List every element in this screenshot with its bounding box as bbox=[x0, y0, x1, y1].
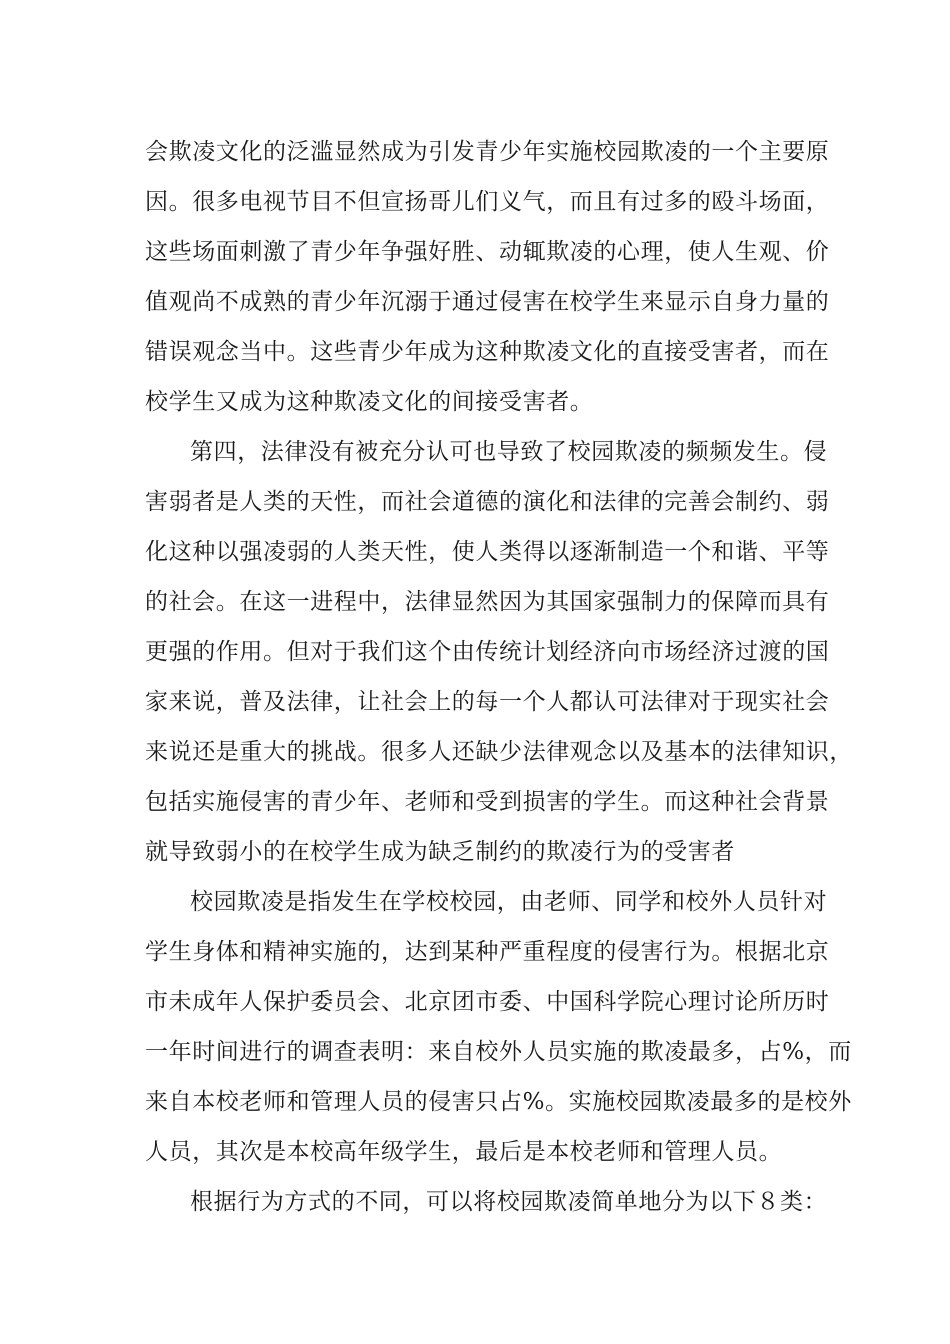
text-line: 错误观念当中。这些青少年成为这种欺凌文化的直接受害者，而在 bbox=[145, 339, 830, 365]
text-line: 来自本校老师和管理人员的侵害只占%。实施校园欺凌最多的是校外 bbox=[145, 1089, 852, 1115]
text-line: 人员，其次是本校高年级学生，最后是本校老师和管理人员。 bbox=[145, 1139, 783, 1165]
text-line: 就导致弱小的在校学生成为缺乏制约的欺凌行为的受害者 bbox=[145, 839, 735, 865]
text-line: 一年时间进行的调查表明：来自校外人员实施的欺凌最多，占%，而 bbox=[145, 1039, 852, 1065]
text-line: 市未成年人保护委员会、北京团市委、中国科学院心理讨论所历时 bbox=[145, 989, 830, 1015]
text-line: 这些场面刺激了青少年争强好胜、动辄欺凌的心理，使人生观、价 bbox=[145, 239, 830, 265]
text-line: 害弱者是人类的天性，而社会道德的演化和法律的完善会制约、弱 bbox=[145, 489, 830, 515]
text-line: 更强的作用。但对于我们这个由传统计划经济向市场经济过渡的国 bbox=[145, 639, 830, 665]
text-line: 包括实施侵害的青少年、老师和受到损害的学生。而这种社会背景 bbox=[145, 789, 830, 815]
text-line: 的社会。在这一进程中，法律显然因为其国家强制力的保障而具有 bbox=[145, 589, 830, 615]
paragraph-first-line: 校园欺凌是指发生在学校校园，由老师、同学和校外人员针对 bbox=[190, 889, 828, 915]
text-line: 会欺凌文化的泛滥显然成为引发青少年实施校园欺凌的一个主要原 bbox=[145, 139, 830, 165]
text-line: 值观尚不成熟的青少年沉溺于通过侵害在校学生来显示自身力量的 bbox=[145, 289, 830, 315]
text-line: 因。很多电视节目不但宣扬哥儿们义气，而且有过多的殴斗场面， bbox=[145, 189, 830, 215]
paragraph-first-line: 第四，法律没有被充分认可也导致了校园欺凌的频频发生。侵 bbox=[190, 439, 828, 465]
text-line: 来说还是重大的挑战。很多人还缺少法律观念以及基本的法律知识， bbox=[145, 739, 853, 765]
text-line: 校学生又成为这种欺凌文化的间接受害者。 bbox=[145, 389, 594, 415]
text-line: 家来说，普及法律，让社会上的每一个人都认可法律对于现实社会 bbox=[145, 689, 830, 715]
text-line: 化这种以强凌弱的人类天性，使人类得以逐渐制造一个和谐、平等 bbox=[145, 539, 830, 565]
paragraph-first-line: 根据行为方式的不同，可以将校园欺凌简单地分为以下８类： bbox=[190, 1189, 828, 1215]
text-line: 学生身体和精神实施的，达到某种严重程度的侵害行为。根据北京 bbox=[145, 939, 830, 965]
